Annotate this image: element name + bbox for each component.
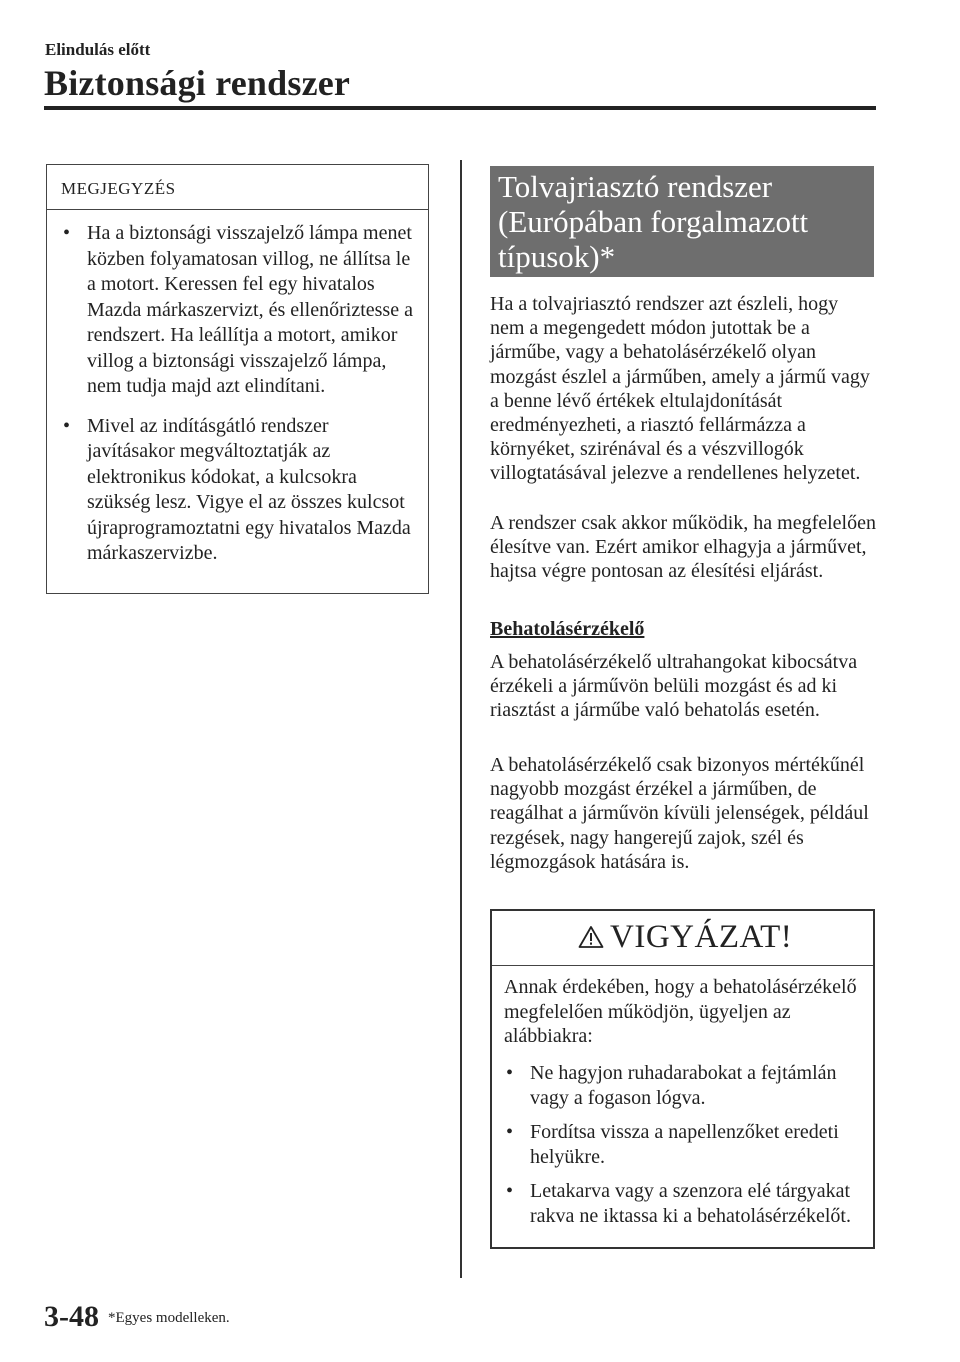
- caution-item-text: Fordítsa vissza a napellenzőket eredeti helyükre.: [530, 1121, 839, 1168]
- note-box: [46, 164, 429, 594]
- caution-item-text: Ne hagyjon ruhadarabokat a fejtámlán vagy a fogason lógva.: [530, 1062, 837, 1109]
- footnote: *Egyes modelleken.: [108, 1310, 230, 1326]
- caution-intro: Annak érdekében, hogy a behatolásérzékelő megfelelően működjön, ügyeljen az alábbiakra:: [504, 976, 857, 1047]
- bullet-icon: •: [506, 1062, 514, 1084]
- caution-title: VIGYÁZAT!: [610, 919, 793, 955]
- caution-item: [504, 1179, 864, 1228]
- bullet-icon: •: [506, 1121, 514, 1143]
- paragraph-intro: Ha a tolvajriasztó rendszer azt észleli, hogy nem a megengedett módon jutottak be a járműbe, vagy a behatolásérzékelő olyan mozgást észlel a járműben, amely a jármű vagy a benne lévő értékek eltulajdonítását eredményezheti, a riasztó fellármázza a környéket, szirénával és a vészvillogók villogtatásával jelezve a rendellenes helyzetet.: [490, 293, 870, 485]
- note-item: [61, 414, 421, 567]
- note-list: [61, 221, 421, 581]
- note-item-text: Ha a biztonsági visszajelző lámpa menet közben folyamatosan villog, ne állítsa le a motort. Keressen fel egy hivatalos Mazda márkaszervizt, és ellenőriztesse a rendszert. Ha leállítja a motort, amikor villog a biztonsági visszajelző lámpa, nem tudja majd azt elindítani.: [87, 222, 413, 397]
- caution-item-text: Letakarva vagy a szenzora elé tárgyakat rakva ne iktassa ki a behatolásérzékelőt.: [530, 1180, 851, 1227]
- section-label: Elindulás előtt: [45, 40, 151, 59]
- section-heading-banner: [490, 166, 874, 277]
- paragraph-arming: A rendszer csak akkor működik, ha megfelelően élesítve van. Ezért amikor elhagyja a járművet, hajtsa végre pontosan az élesítési eljárást.: [490, 512, 876, 583]
- paragraph-sensor-limits: A behatolásérzékelő csak bizonyos mértékűnél nagyobb mozgást érzékel a járműben, de reagálhat a járművön kívüli jelenségek, például rezgések, nagy hangerejű zajok, szél és légmozgások hatására is.: [490, 754, 869, 873]
- paragraph-sensor-function: A behatolásérzékelő ultrahangokat kibocsátva érzékeli a járművön belüli mozgást és ad ki riasztást a járműbe való behatolás esetén.: [490, 651, 858, 722]
- note-heading: MEGJEGYZÉS: [61, 179, 176, 198]
- subheading-intrusion-sensor: Behatolásérzékelő: [490, 618, 645, 640]
- note-header: [47, 165, 428, 210]
- bullet-icon: •: [506, 1180, 514, 1202]
- warning-triangle-icon: [578, 925, 604, 949]
- caution-header: [492, 911, 873, 966]
- column-divider: [460, 160, 462, 1278]
- caution-item: [504, 1120, 864, 1169]
- note-item: [61, 221, 421, 400]
- note-item-text: Mivel az indításgátló rendszer javításakor megváltoztatják az elektronikus kódokat, a kulcsokra szükség lesz. Vigye el az összes kulcsot újraprogramoztatni egy hivatalos Mazda márkaszervizbe.: [87, 414, 411, 564]
- bullet-icon: •: [63, 222, 71, 244]
- title-rule: [44, 106, 876, 110]
- caution-list: [504, 1061, 864, 1238]
- bullet-icon: •: [63, 414, 71, 437]
- caution-box: [490, 909, 875, 1249]
- page-title: Biztonsági rendszer: [44, 63, 351, 103]
- section-heading: Tolvajriasztó rendszer (Európában forgalmazott típusok)*: [498, 169, 809, 274]
- caution-item: [504, 1061, 864, 1110]
- page-number: 3-48: [44, 1300, 99, 1333]
